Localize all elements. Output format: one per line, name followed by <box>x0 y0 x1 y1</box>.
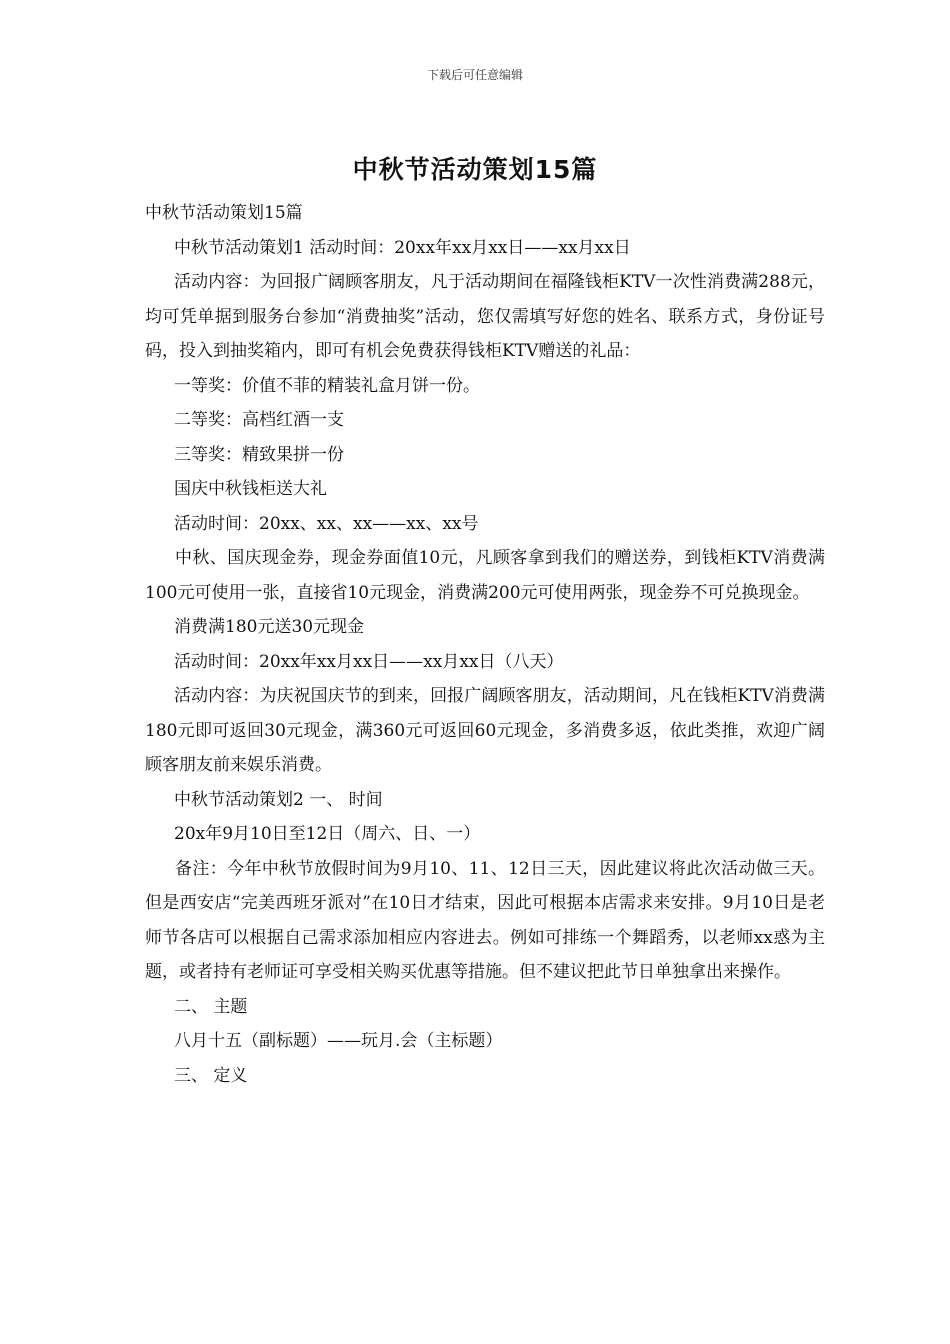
paragraph-plan1-time: 中秋节活动策划1 活动时间：20xx年xx月xx日——xx月xx日 <box>174 237 631 258</box>
paragraph-gift-time: 活动时间：20xx、xx、xx——xx、xx号 <box>174 513 479 534</box>
paragraph-plan2-note: 备注：今年中秋节放假时间为9月10、11、12日三天，因此建议将此次活动做三天。但是西安店“完美西班牙派对”在10日才结束，因此可根据本店需求来安排。9月10日是老师节各店可以根据自己需求添加相应内容进去。例如可排练一个舞蹈秀，以老师xx惑为主题，或者持有老师证可享受相关购买优惠等措施。但不建议把此节日单独拿出来操作。 <box>145 858 825 982</box>
paragraph-cashback-heading: 消费满180元送30元现金 <box>174 617 365 637</box>
paragraph-plan1-content: 活动内容：为回报广阔顾客朋友，凡于活动期间在福隆钱柜KTV一次性消费满288元，均可凭单据到服务台参加“消费抽奖”活动，您仅需填写好您的姓名、联系方式，身份证号码，投入到抽奖箱内，即可有机会免费获得钱柜KTV赠送的礼品： <box>145 272 825 361</box>
paragraph-plan2-heading: 中秋节活动策划2 一、 时间 <box>174 789 383 810</box>
paragraph-coupon: 中秋、国庆现金券，现金券面值10元，凡顾客拿到我们的赠送券，到钱柜KTV消费满100元可使用一张，直接省10元现金，消费满200元可使用两张，现金券不可兑换现金。 <box>145 548 825 603</box>
document-body <box>145 196 825 1093</box>
paragraph-cashback-time: 活动时间：20xx年xx月xx日——xx月xx日（八天） <box>174 651 564 672</box>
paragraph-prize-first: 一等奖：价值不菲的精装礼盒月饼一份。 <box>174 375 480 396</box>
paragraph-subtitle: 中秋节活动策划15篇 <box>145 203 303 223</box>
paragraph-theme-text: 八月十五（副标题）——玩月.会（主标题） <box>174 1031 503 1051</box>
paragraph-prize-second: 二等奖：高档红酒一支 <box>174 410 344 430</box>
paragraph-gift-heading: 国庆中秋钱柜送大礼 <box>174 479 327 499</box>
document-title: 中秋节活动策划15篇 <box>352 155 598 184</box>
paragraph-cashback-content: 活动内容：为庆祝国庆节的到来，回报广阔顾客朋友，活动期间，凡在钱柜KTV消费满180元即可返回30元现金，满360元可返回60元现金，多消费多返，依此类推，欢迎广阔顾客朋友前来娱乐消费。 <box>145 686 825 775</box>
paragraph-prize-third: 三等奖：精致果拼一份 <box>174 444 344 465</box>
page-header-note: 下载后可任意编辑 <box>426 68 523 82</box>
paragraph-section-definition: 三、 定义 <box>174 1065 248 1086</box>
paragraph-section-theme: 二、 主题 <box>174 996 248 1017</box>
paragraph-plan2-date: 20x年9月10日至12日（周六、日、一） <box>174 824 481 844</box>
